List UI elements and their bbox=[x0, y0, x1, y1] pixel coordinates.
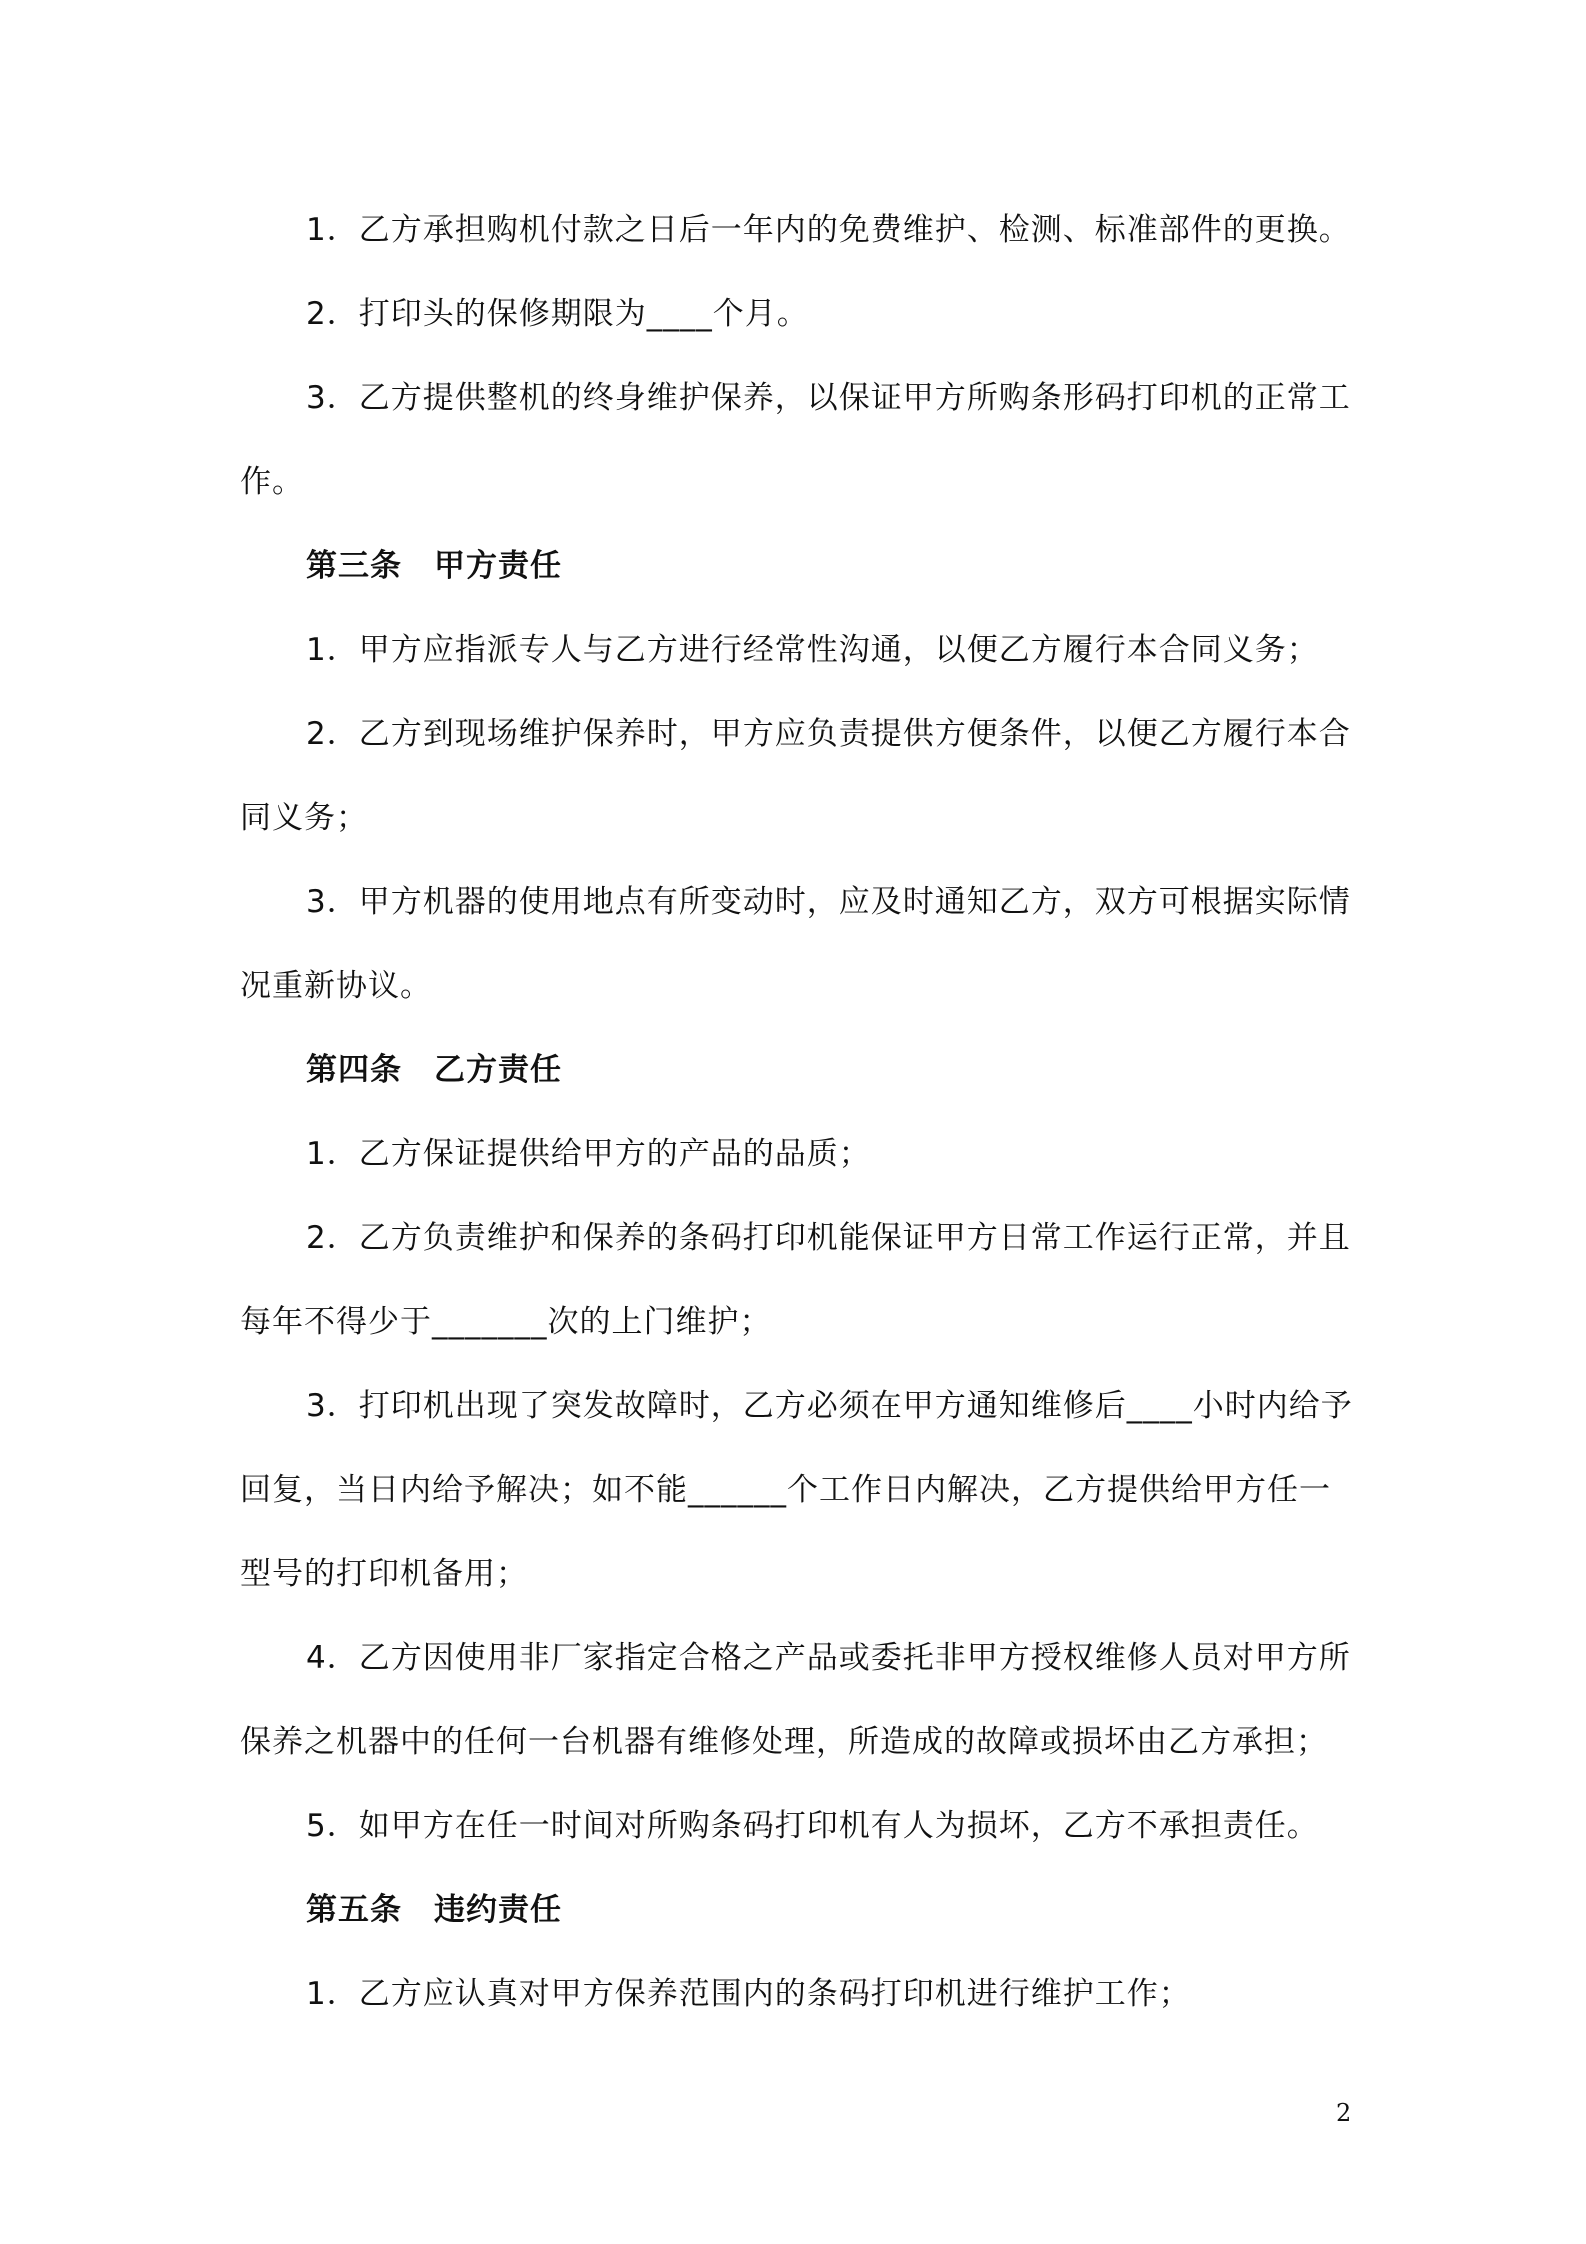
clause-4-item-4-line-1: 4．乙方因使用非厂家指定合格之产品或委托非甲方授权维修人员对甲方所 bbox=[306, 1640, 1351, 1676]
clause-4-item-2-line-1: 2．乙方负责维护和保养的条码打印机能保证甲方日常工作运行正常，并且 bbox=[306, 1220, 1351, 1256]
clause-3-item-3-line-2: 况重新协议。 bbox=[240, 968, 432, 1004]
clause-4-item-4-line-2: 保养之机器中的任何一台机器有维修处理，所造成的故障或损坏由乙方承担； bbox=[240, 1724, 1328, 1760]
clause-3-item-2-line-2: 同义务； bbox=[240, 800, 368, 836]
clause-2-item-3-line-2: 作。 bbox=[240, 464, 304, 500]
clause-3-item-1: 1．甲方应指派专人与乙方进行经常性沟通，以便乙方履行本合同义务； bbox=[306, 632, 1319, 668]
clause-4-item-2-line-2: 每年不得少于_______次的上门维护； bbox=[240, 1304, 772, 1340]
page-number: 2 bbox=[1336, 2099, 1352, 2127]
heading-article-4: 第四条 乙方责任 bbox=[306, 1052, 562, 1088]
clause-4-item-3-line-1: 3．打印机出现了突发故障时，乙方必须在甲方通知维修后____小时内给予 bbox=[306, 1388, 1353, 1424]
clause-2-item-2: 2．打印头的保修期限为____个月。 bbox=[306, 296, 809, 332]
clause-2-item-1: 1．乙方承担购机付款之日后一年内的免费维护、检测、标准部件的更换。 bbox=[306, 212, 1351, 248]
heading-article-3: 第三条 甲方责任 bbox=[306, 548, 562, 584]
clause-3-item-3-line-1: 3．甲方机器的使用地点有所变动时，应及时通知乙方，双方可根据实际情 bbox=[306, 884, 1351, 920]
clause-5-item-1: 1．乙方应认真对甲方保养范围内的条码打印机进行维护工作； bbox=[306, 1976, 1191, 2012]
clause-4-item-3-line-3: 型号的打印机备用； bbox=[240, 1556, 528, 1592]
clause-4-item-3-line-2: 回复，当日内给予解决；如不能______个工作日内解决，乙方提供给甲方任一 bbox=[240, 1472, 1331, 1508]
clause-4-item-1: 1．乙方保证提供给甲方的产品的品质； bbox=[306, 1136, 871, 1172]
clause-2-item-3-line-1: 3．乙方提供整机的终身维护保养，以保证甲方所购条形码打印机的正常工 bbox=[306, 380, 1351, 416]
heading-article-5: 第五条 违约责任 bbox=[306, 1892, 562, 1928]
clause-4-item-5: 5．如甲方在任一时间对所购条码打印机有人为损坏，乙方不承担责任。 bbox=[306, 1808, 1319, 1844]
clause-3-item-2-line-1: 2．乙方到现场维护保养时，甲方应负责提供方便条件，以便乙方履行本合 bbox=[306, 716, 1351, 752]
